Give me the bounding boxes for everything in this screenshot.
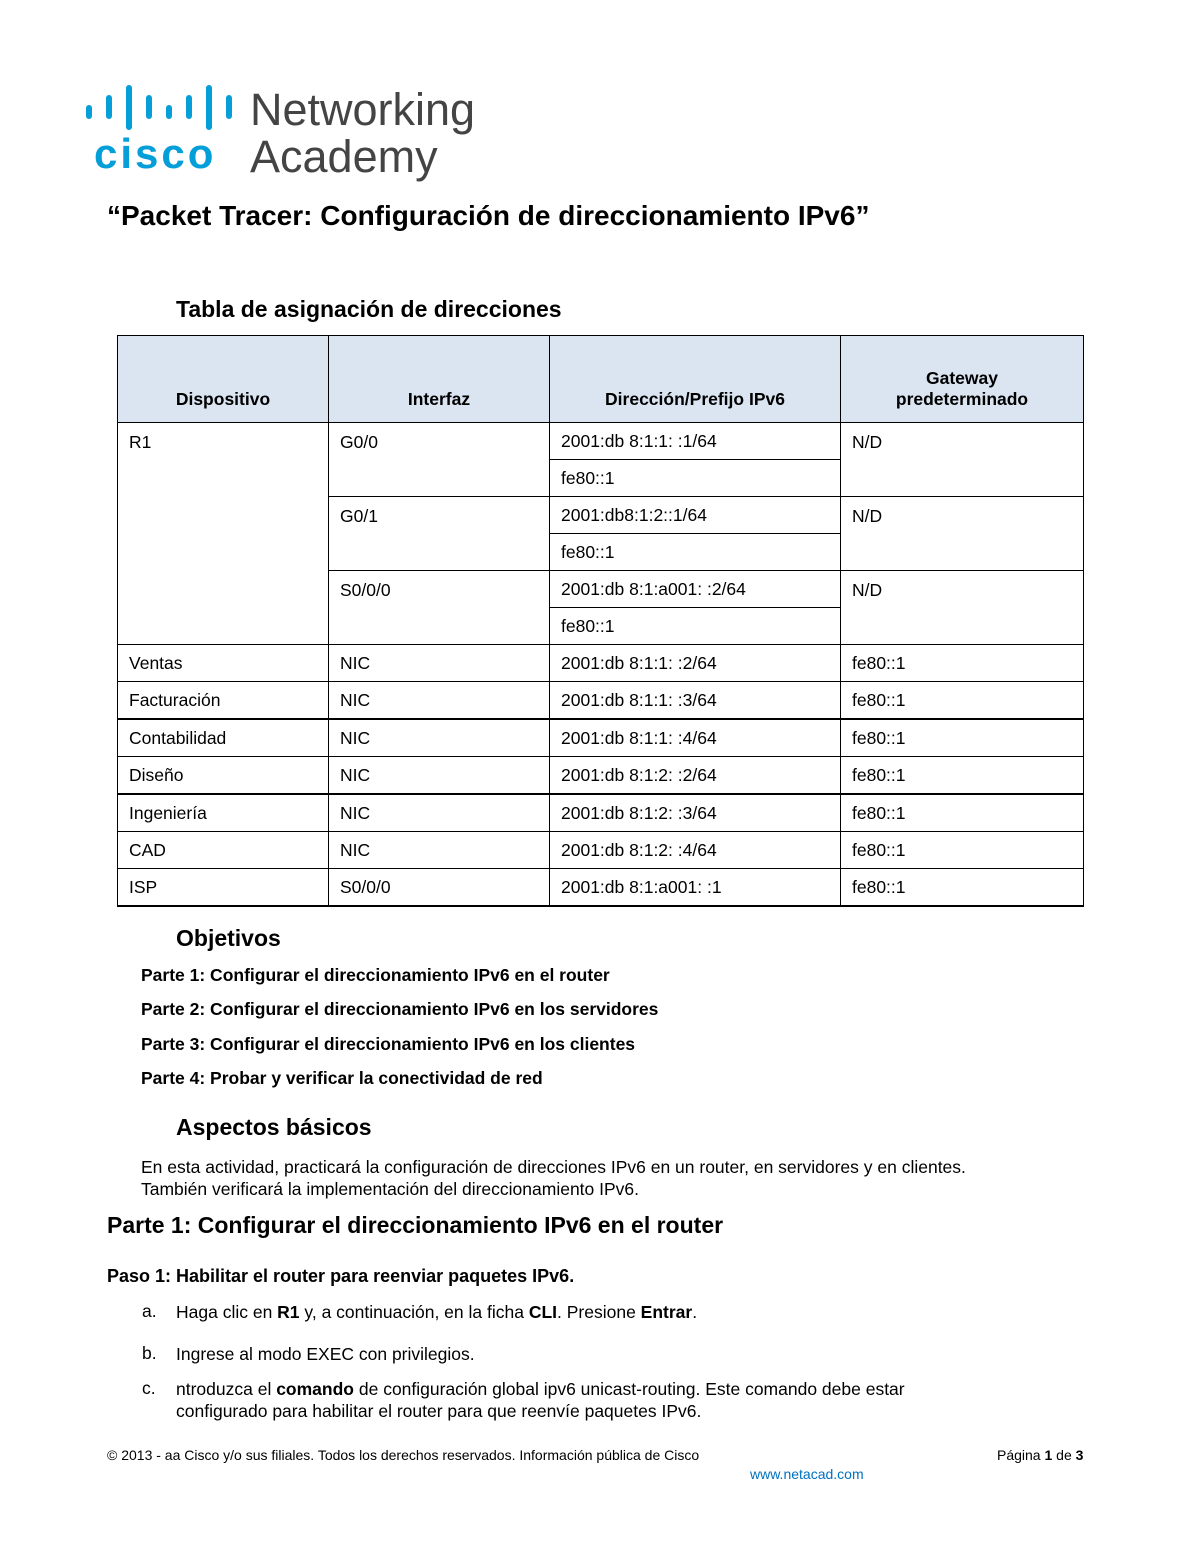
cell-device: Ingeniería xyxy=(118,794,329,832)
cell-address: 2001:db 8:1:a001: :2/64 xyxy=(550,571,841,608)
step-c-letter: c. xyxy=(142,1378,156,1398)
header-gateway: Gateway predeterminado xyxy=(841,336,1084,423)
step-a-part: Haga clic en xyxy=(176,1302,278,1322)
basics-line-1: En esta actividad, practicará la configuración de direcciones IPv6 en un router, en servidores y en clientes. xyxy=(141,1157,966,1177)
cell-iface: NIC xyxy=(329,682,550,720)
logo-academy: Academy xyxy=(250,131,438,182)
step-a-bold-enter: Entrar xyxy=(640,1302,693,1322)
header-address: Dirección/Prefijo IPv6 xyxy=(550,336,841,423)
cell-gateway: fe80::1 xyxy=(841,645,1084,682)
cell-device: Diseño xyxy=(118,757,329,795)
step-a-part: y, a continuación, en la ficha xyxy=(299,1302,529,1322)
step-b-text: Ingrese al modo EXEC con privilegios. xyxy=(176,1344,475,1364)
table-row xyxy=(118,423,1084,460)
cell-iface: NIC xyxy=(329,645,550,682)
of-label: de xyxy=(1052,1447,1076,1463)
footer-page-number xyxy=(997,1447,1083,1463)
cell-iface: G0/1 xyxy=(329,497,550,571)
cell-device: Contabilidad xyxy=(118,719,329,757)
cell-gateway: fe80::1 xyxy=(841,794,1084,832)
basics-heading: Aspectos básicos xyxy=(176,1114,372,1140)
step-a-part: . Presione xyxy=(557,1302,641,1322)
basics-line-2: También verificará la implementación del direccionamiento IPv6. xyxy=(141,1179,640,1199)
cell-link-local: fe80::1 xyxy=(550,460,841,497)
cell-device-r1: R1 xyxy=(118,423,329,645)
step-c-part: ntroduzca el xyxy=(176,1379,277,1399)
cisco-networking-academy-logo xyxy=(84,85,474,185)
cell-address: 2001:db 8:1:1: :1/64 xyxy=(550,423,841,460)
page-total: 3 xyxy=(1075,1447,1084,1463)
cell-device: CAD xyxy=(118,832,329,869)
cell-iface: NIC xyxy=(329,719,550,757)
footer-copyright: © 2013 - aa Cisco y/o sus filiales. Todos los derechos reservados. Información pública de Cisco xyxy=(107,1447,700,1463)
step-a-letter: a. xyxy=(142,1301,157,1321)
header-device: Dispositivo xyxy=(118,336,329,423)
cell-gateway: N/D xyxy=(841,497,1084,571)
address-table xyxy=(117,335,1084,907)
step-c-part: de configuración global ipv6 unicast-routing. Este comando debe estar xyxy=(354,1379,905,1399)
table-row xyxy=(118,832,1084,869)
footer-url-link[interactable]: www.netacad.com xyxy=(750,1466,864,1482)
table-row xyxy=(118,682,1084,720)
cell-iface: NIC xyxy=(329,757,550,795)
cisco-bars-icon xyxy=(84,85,236,130)
logo-networking: Networking xyxy=(250,84,476,135)
cisco-wordmark: cisco xyxy=(94,130,217,177)
step-c-line-1 xyxy=(176,1378,1056,1400)
cell-address: 2001:db 8:1:1: :2/64 xyxy=(550,645,841,682)
table-row xyxy=(118,794,1084,832)
step-c-text xyxy=(176,1378,1056,1422)
header-interface: Interfaz xyxy=(329,336,550,423)
cell-iface: NIC xyxy=(329,794,550,832)
step-a-bold-r1: R1 xyxy=(277,1302,300,1322)
page-num: 1 xyxy=(1044,1447,1053,1463)
cell-gateway: fe80::1 xyxy=(841,757,1084,795)
step-c-line-2: configurado para habilitar el router para que reenvíe paquetes IPv6. xyxy=(176,1401,702,1421)
part1-heading: Parte 1: Configurar el direccionamiento IPv6 en el router xyxy=(107,1212,724,1238)
cell-iface: S0/0/0 xyxy=(329,571,550,645)
cell-gateway: fe80::1 xyxy=(841,719,1084,757)
step-c-bold-comando: comando xyxy=(276,1379,354,1399)
cell-address: 2001:db 8:1:2: :4/64 xyxy=(550,832,841,869)
cell-device: ISP xyxy=(118,869,329,907)
cell-gateway: fe80::1 xyxy=(841,832,1084,869)
cell-device: Ventas xyxy=(118,645,329,682)
cell-gateway: N/D xyxy=(841,423,1084,497)
document-title: “Packet Tracer: Configuración de direccionamiento IPv6” xyxy=(107,200,870,231)
cell-gateway: fe80::1 xyxy=(841,682,1084,720)
objective-item: Parte 3: Configurar el direccionamiento IPv6 en los clientes xyxy=(141,1034,636,1054)
step-b-letter: b. xyxy=(142,1343,157,1363)
cell-gateway: fe80::1 xyxy=(841,869,1084,907)
cell-link-local: fe80::1 xyxy=(550,608,841,645)
objective-item: Parte 2: Configurar el direccionamiento IPv6 en los servidores xyxy=(141,999,659,1019)
table-heading: Tabla de asignación de direcciones xyxy=(176,296,562,322)
table-row xyxy=(118,757,1084,795)
cell-address: 2001:db 8:1:1: :3/64 xyxy=(550,682,841,720)
cell-address: 2001:db 8:1:a001: :1 xyxy=(550,869,841,907)
cell-address: 2001:db8:1:2::1/64 xyxy=(550,497,841,534)
cell-address: 2001:db 8:1:1: :4/64 xyxy=(550,719,841,757)
cell-gateway: N/D xyxy=(841,571,1084,645)
table-row xyxy=(118,645,1084,682)
cell-iface: G0/0 xyxy=(329,423,550,497)
objectives-heading: Objetivos xyxy=(176,925,281,951)
step-a-part: . xyxy=(692,1302,698,1322)
table-row xyxy=(118,869,1084,907)
cell-address: 2001:db 8:1:2: :2/64 xyxy=(550,757,841,795)
cell-iface: S0/0/0 xyxy=(329,869,550,907)
basics-paragraph xyxy=(141,1156,1101,1200)
table-row xyxy=(118,719,1084,757)
cell-address: 2001:db 8:1:2: :3/64 xyxy=(550,794,841,832)
step-a-text xyxy=(176,1301,1056,1323)
cell-link-local: fe80::1 xyxy=(550,534,841,571)
objective-item: Parte 4: Probar y verificar la conectividad de red xyxy=(141,1068,543,1088)
cell-device: Facturación xyxy=(118,682,329,720)
step1-heading: Paso 1: Habilitar el router para reenviar paquetes IPv6. xyxy=(107,1266,575,1286)
step-a-bold-cli: CLI xyxy=(528,1302,558,1322)
table-header-row xyxy=(118,336,1084,423)
cell-iface: NIC xyxy=(329,832,550,869)
objective-item: Parte 1: Configurar el direccionamiento IPv6 en el router xyxy=(141,965,610,985)
page-label: Página xyxy=(997,1447,1045,1463)
